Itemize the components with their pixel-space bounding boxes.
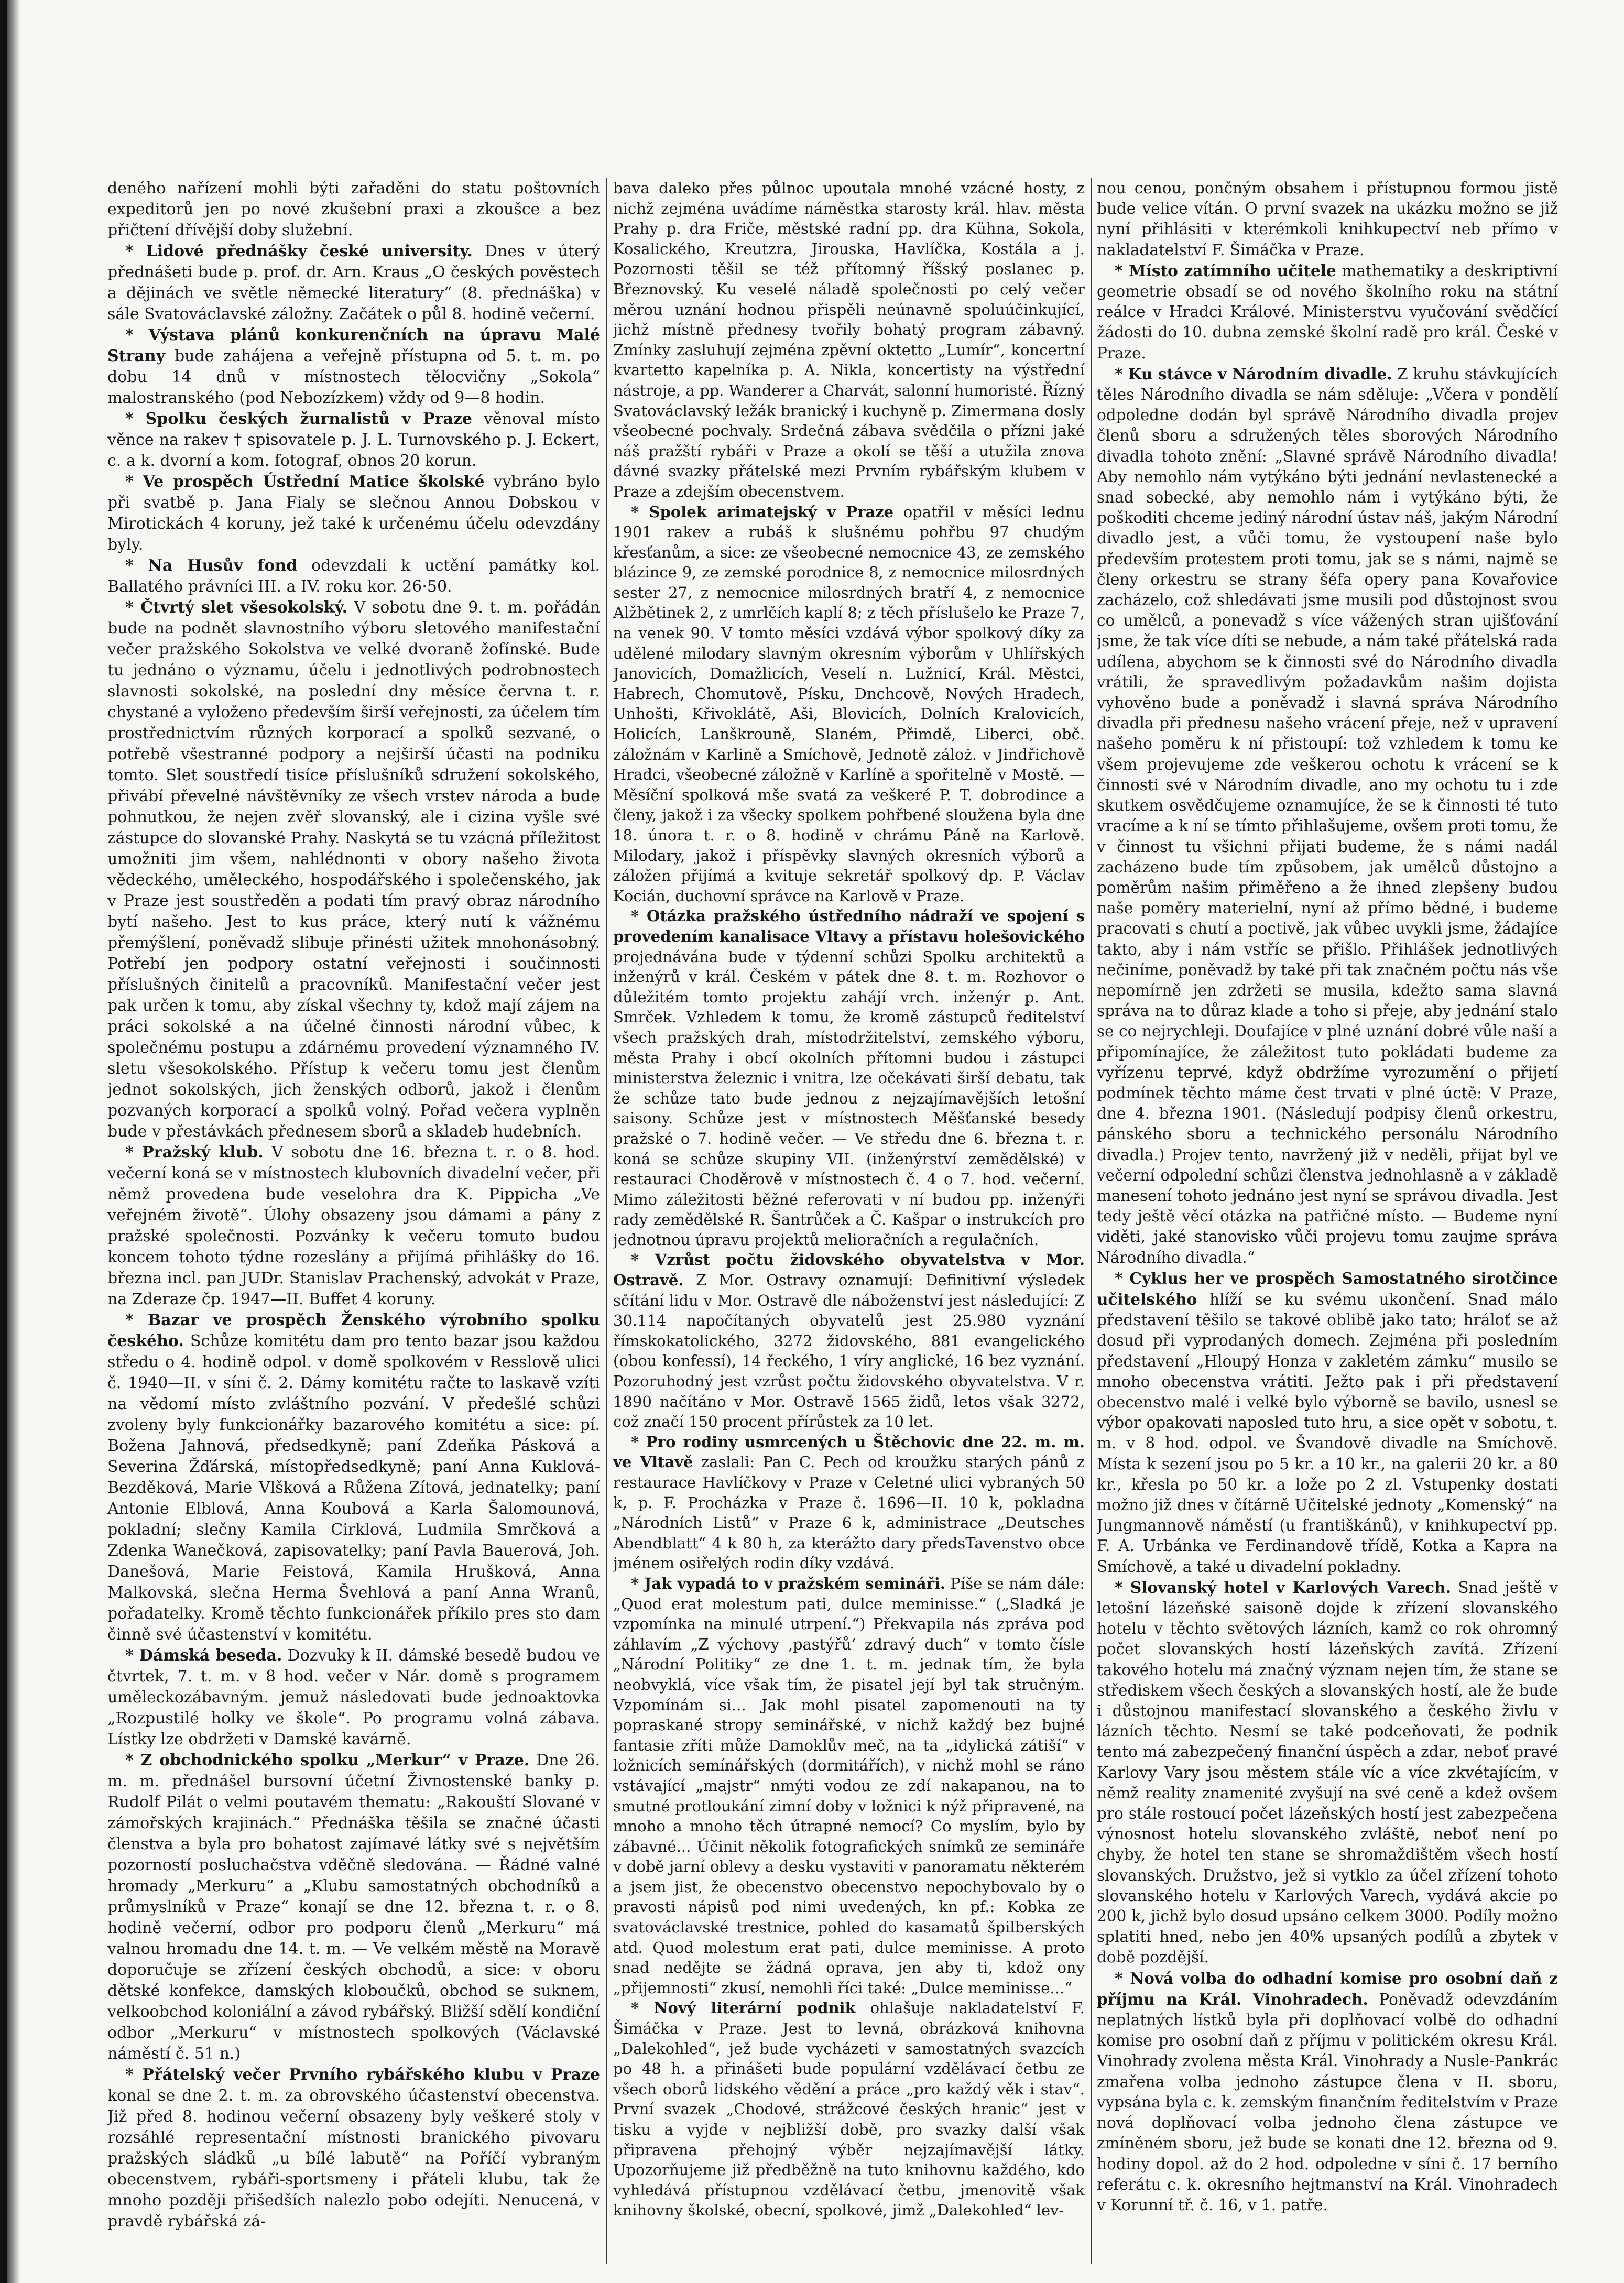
news-text: deného nařízení mohli býti zařaděni do statu poštovních expeditorů jen po nové zkušební praxi a zkoušce a bez přičtení dřívější doby služební. <box>107 179 600 239</box>
news-text: odevzdali k uctění památky kol. Ballatého právníci III. a IV. roku kor. 26·50. <box>107 556 600 596</box>
news-paragraph <box>107 1645 600 1750</box>
column-rule <box>1091 178 1092 2264</box>
news-heading: * Cyklus her ve prospěch Samostatného sirotčince učitelského <box>1097 1269 1558 1308</box>
news-paragraph <box>613 906 1085 1250</box>
news-heading: * Ve prospěch Ústřední Matice školské <box>125 473 485 491</box>
news-paragraph <box>107 325 600 409</box>
news-paragraph <box>613 1998 1085 2221</box>
news-text: věnoval místo věnce na rakev † spisovatele p. J. L. Turnovského p. J. Eckert, c. a k. dvorní a kom. fotograf, obnos 20 korun. <box>107 410 600 470</box>
news-paragraph <box>613 1574 1085 1998</box>
news-text: nou cenou, pončným obsahem i přístupnou formou jistě bude velice vítán. O první svazek na ukázku možno se již nyní přihlásiti v kterémkoli knihkupectví neb přímo v nakladatelství F. Šimáčka v Praze. <box>1097 179 1558 259</box>
news-text: mathematiky a deskriptivní geometrie obsadí se od nového školního roku na státní reálce v Hradci Králové. Ministerstvu vyučování svědčící žádosti do 10. dubna zemské školní radě pro král. České v Praze. <box>1097 261 1558 362</box>
news-paragraph <box>1097 178 1558 260</box>
news-paragraph <box>1097 260 1558 364</box>
news-heading: * Čtvrtý slet všesokolský. <box>125 598 348 617</box>
news-heading: * Místo zatímního učitele <box>1115 261 1336 280</box>
news-text: Píše se nám dále: „Quod erat molestum pati, dulce meminisse.“ („Sladká je vzpomínka na minulé utrpení.“) Překvapila nás zpráva pod záhlavím „Z výchovy ‚pastýřů‘ zdravý duch“ v tomto čísle „Národní Politiky“ ze dne 1. t. m. jednak tím, že byla neobvyklá, více však tím, že pisatel její byl tak stručným. Vzpomínám si... Jak mohl pisatel zapomenouti na ty popraskané stropy seminářské, v nichž každý bez bujné fantasie zříti může Damoklův meč, na ta „idylická zátiší“ v ložnicích semínářských (dormitářích), v nichž mohl se ráno vstávající „majstr“ nmýti vodou ze zdí nakapanou, na to smutné protloukání zimní doby v ložnici k nýž připravené, na mnoho a mnoho těch útrapné nemocí? Co myslím, bylo by zábavné... Účinit několik fotografických snímků ze semináře v době jarní oblevy a desku vystaviti v panoramatu některém a jsem jist, že obecenstvo obecenstvo nepochybovalo by o pravosti nápisů pod nimi uvedených, kn pf.: Kobka ze svatováclavské trestnice, pohled do kasamatů špilberských atd. Quod molestum erat pati, dulce meminisse. A proto snad nedějte se žádná oprava, jen aby ti, kdož ony „přijemnosti“ zkusí, nemohli říci také: „Dulce meminisse...“ <box>613 1574 1085 1997</box>
news-text: Z kruhu stávkujících těles Národního divadla se nám sděluje: „Včera v pondělí odpoledne dodán byl správě Národního divadla projev členů sboru a sdružených těles sborových Národního divadla tohoto znění: „Slavné správě Národního divadla! Aby nemohlo nám vytýkáno býti jednání nevlastenecké a snad sobecké, aby nemohlo nám i vytýkáno býti, že poškoditi chceme jediný národní ústav náš, jakým Národní divadlo jest, a vůči tomu, že vystoupení naše bylo především protestem proti tomu, jak se s námi, najmě se členy orkestru se strany šéfa opery pana Kovařovice zacházelo, což shledávati jsme musili pod důstojnost svou co umělců, a ponevadž s více vážených stran ujišťování jsme, že tak více díti se nebude, a nám také přátelská rada udílena, abychom se k činnosti své do Národního divadla vrátili, že spravedlivým požadavkům našim dojista vyhověno bude a poněvadž i slavná správa Národního divadla při přednesu našeho vrácení přeje, než v upravení našeho poměru k ní přistoupí: tož vzhledem k tomu ke všem projevujeme zde veškerou ochotu k vrácení se k činnosti své v Národním divadle, ano my ochotu tu i zde skutkem osvědčujeme oznamujíce, že se k činnosti té tuto vracíme a k ní se tímto přihlašujeme, ovšem proti tomu, že v činnost tu všichni přijati budeme, že s námi nadál zacházeno bude tím způsobem, jak umělců důstojno a poměrům našim přiměřeno a že ihned zlepšeny budou naše poměry materielní, nyní až přímo bědné, i budeme pracovati s chutí a poctivě, jak vůbec uvykli jsme, žádajíce takto, aby i nám vstříc se přišlo. Přihlášek jednotlivých nečiníme, poněvadž by také při tak značném počtu nás vše nepomírně jen zdržeti se musila, kdežto sama slavná správa na to důraz klade a toho si přeje, aby jednání stalo se co nejrychleji. Doufajíce v plné uznání dobré vůle naší a připomínajíce, že záležitost tuto pokládati budeme za vyřízenu teprvé, když obdržíme vyrozumění o přijetí podmínek těchto máme čest trvati v plné úctě: V Praze, dne 4. března 1901. (Následují podpisy členů orkestru, pánského sboru a technického personálu Národního divadla.) Projev tento, navržený již v neděli, přijat byl ve večerní odpolední schůzi členstva jednohlasně a v základě manesení tohoto jednáno jest nyní se správou divadla. Jest tedy ještě věcí otázka na patřičné místo. — Budeme nyní viděti, jaké stanovisko vůči projevu tomu zaujme správa Národního divadla.“ <box>1097 365 1558 1266</box>
news-heading: * Nový literární podnik <box>631 1999 856 2017</box>
news-text: bava daleko přes půlnoc upoutala mnohé vzácné hosty, z nichž zejména uvádíme náměstka starosty král. hlav. města Prahy p. dra Friče, městské radní pp. dra Kühna, Sokola, Kosalického, Kreutzra, Jirouska, Havlíčka, Kostála a j. Pozornosti těšil se též přítomný říšský poslanec p. Březnovský. Ku veselé náladě společnosti po celý večer měrou uznání hodnou přispěli neúnavně spoluúčinkující, jichž místně přednesy tvořily bohatý program zábavný. Zmínky zasluhují zejména zpěvní oktetto „Lumír“, koncertní kvartetto kapelníka p. A. Nikla, koncertisty na výstřední nástroje, a pp. Wanderer a Charvát, salonní humoristé. Řízný Svatováclavský ležák branický i kuchyně p. Zimermana dosly všeobecné pochvaly. Srdečná zábava svědčila o přízni jaké náš pražští rybáři v Praze a okolí se těší a utužila znova dávné svazky přátelské mezi Prvním rybářským klubem v Praze a zdejším obecenstvem. <box>613 179 1085 500</box>
news-heading: * Pražský klub. <box>125 1143 264 1162</box>
news-paragraph <box>107 2064 600 2232</box>
news-paragraph <box>1097 1968 1558 2215</box>
news-heading: * Pro rodiny usmrcených u Štěchovic dne 22. m. m. ve Vltavě <box>613 1433 1085 1471</box>
news-text: projednávána bude v týdenní schůzi Spolku architektů a inženýrů v král. Českém v pátek dne 8. t. m. Rozhovor o důležitém tomto projektu zahájí vrch. inženýr p. Ant. Smrček. Vzhledem k tomu, že kromě zástupců ředitelství všech pražských drah, místodržitelství, zemského výboru, města Prahy i obcí okolních přítomni budou i zástupci ministerstva železnic i vnitra, lze očekávati širší debatu, tak že schůze tato bude jednou z nejzajímavějších letošní saisony. Schůze jest v místnostech Měšťanské besedy pražské o 7. hodině večer. — Ve středu dne 6. března t. r. koná se schůze skupiny VII. (inženýrství zemědělské) v restauraci Choděrově v místnostech č. 4 o 7. hod. večerní. Mimo záležitosti běžné referovati v ní budou pp. inženýři rady zemědělské R. Šantrůček a Č. Kašpar o instrukcích pro jednotnou úpravu projektů melioračních a regulačních. <box>613 947 1085 1249</box>
news-paragraph <box>107 409 600 472</box>
text-column-1 <box>107 178 600 2264</box>
news-heading: * Spolek arimatejský v Praze <box>631 503 894 521</box>
news-heading: * Nová volba do odhadní komise pro osobní daň z příjmu na Král. Vinohradech. <box>1097 1969 1558 2008</box>
news-text: konal se dne 2. t. m. za obrovského účastenství obecenstva. Již před 8. hodinou večerní obsazeny byly veškeré stoly v rozsáhlé representační místnosti branického pivovaru pražských sládků „u bílé labutě“ na Poříčí vybraným obecenstvem, rybáři-sportsmeny i přáteli klubu, tak že mnoho později přišedších nalezlo pobo odejíti. Nenucená, v pravdě rybářská zá- <box>107 2087 600 2231</box>
news-text: Dozvuky k II. dámské besedě budou ve čtvrtek, 7. t. m. v 8 hod. večer v Nár. domě s programem uměleckozábavným. jemuž následovati bude jednoaktovka „Rozpustilé holky ve škole“. Po programu volná zábava. Lístky lze obdržeti v Damské kavárně. <box>107 1646 600 1749</box>
news-paragraph <box>1097 1577 1558 1968</box>
news-paragraph <box>107 241 600 325</box>
news-heading: * Lidové přednášky české university. <box>125 242 473 260</box>
news-paragraph <box>613 1250 1085 1432</box>
news-heading: * Přátelský večer Prvního rybářského klubu v Praze <box>125 2066 600 2084</box>
news-heading: * Výstava plánů konkurenčních na úpravu Malé Strany <box>107 326 600 365</box>
news-paragraph <box>613 178 1085 502</box>
news-heading: * Ku stávce v Národním divadle. <box>1115 364 1392 383</box>
news-text: V sobotu dne 16. března t. r. o 8. hod. večerní koná se v místnostech klubovních divadelní večer, při němž provedena bude veselohra dra K. Pippicha „Ve veřejném životě“. Úlohy obsazeny jsou dámami a pány z pražské společnosti. Pozvánky k večeru tomuto budou koncem tohoto týdne rozeslány a přijímá přihlášky do 16. března incl. pan JUDr. Stanislav Prachenský, advokát v Praze, na Zderaze čp. 1947—II. Buffet 4 koruny. <box>107 1143 600 1308</box>
news-heading: * Slovanský hotel v Karlových Varech. <box>1115 1578 1451 1597</box>
news-paragraph <box>1097 1268 1558 1577</box>
column-rule <box>606 178 607 2264</box>
news-heading: * Jak vypadá to v pražském semináři. <box>631 1574 945 1592</box>
news-text: Z Mor. Ostravy oznamují: Definitivní výsledek sčítání lidu v Mor. Ostravě dle náboženství jest následující: Z 30.114 napočítaných obyvatelů jest 25.980 vyznání římskokatolického, 3272 židovského, 881 evangelického (obou konfessí), 14 řeckého, 1 víry anglické, 16 bez vyznání. Pozoruhodný jest vzrůst počtu židovského obyvatelstva. V r. 1890 načítáno v Mor. Ostravě 1565 židů, letos však 3272, což značí 150 procent přírůstek za 10 let. <box>613 1271 1085 1431</box>
news-heading: * Vzrůst počtu židovského obyvatelstva v Mor. Ostravě. <box>613 1251 1085 1290</box>
news-paragraph <box>107 472 600 555</box>
news-paragraph <box>107 1142 600 1310</box>
text-column-2 <box>613 178 1085 2264</box>
news-heading: * Dámská beseda. <box>125 1646 282 1665</box>
news-text: Poněvadž odevzdáním neplatných lístků byla při doplňovací volbě do odhadní komise pro osobní daň z příjmu v politickém okresu Král. Vinohrady zvolena města Král. Vinohrady a Nusle-Pankrác zmařena volba jednoho zástupce člena v II. sboru, vypsána byla c. k. zemským finančním ředitelstvím v Praze nová doplňovací volba jednoho člena zástupce ve zmíněném sboru, jež bude se konati dne 12. března od 9. hodiny dopol. až do 2 hod. odpoledne v síni č. 17 berního referátu c. k. okresního hejtmanství na Král. Vinohradech v Korunní tř. č. 16, v 1. patře. <box>1097 1990 1558 2214</box>
news-text: Dnes v úterý přednášeti bude p. prof. dr. Arn. Kraus „O českých pověstech a dějinách ve světle německé literatury“ (8. přednáška) v sále Svatováclavské záložny. Začátek o půl 8. hodině večerní. <box>107 242 600 323</box>
text-column-3 <box>1097 178 1558 2264</box>
news-heading: * Z obchodnického spolku „Merkur“ v Praze. <box>125 1751 530 1769</box>
news-paragraph <box>613 1432 1085 1574</box>
news-paragraph <box>107 597 600 1142</box>
scan-left-edge <box>0 0 7 2283</box>
news-text: hlíží se ku svému ukončení. Snad málo představení těšilo se takové oblibě jako tato; hráloť se až dosud při vyprodaných domech. Zejména při posledním představení „Hloupý Honza v zakletém zámku“ musilo se mnoho obecenstva vrátiti. Ježto pak i při představení obecenstvo malé i velké bylo výborně se bavilo, usnesl se výbor opakovati naposled tuto hru, a sice opět v sobotu, t. m. v 8 hod. odpol. ve Švandově divadle na Smíchově. Místa k sezení jsou po 5 kr. a 10 kr., na galerii 20 kr. a 80 kr., křesla po 50 kr. a lože po 2 zl. Vstupenky dostati možno již dnes v čítárně Učitelské jednoty „Komenský“ na Jungmannově náměstí (u františkánů), v knihkupectví pp. F. A. Urbánka ve Ferdinandově třídě, Kotka a Kapra na Smíchově, a také u divadelní pokladny. <box>1097 1290 1558 1576</box>
news-text: vybráno bylo při svatbě p. Jana Fialy se slečnou Annou Dobskou v Mirotickách 4 koruny, jež také k určenému účelu odevzdány byly. <box>107 473 600 554</box>
news-paragraph <box>613 502 1085 906</box>
news-paragraph <box>107 555 600 597</box>
news-paragraph <box>107 178 600 241</box>
news-text: Dne 26. m. m. přednášel bursovní účetní Živnostenské banky p. Rudolf Pilát o velmi poutavém thematu: „Rakouští Slované v zámořských krajinách.“ Přednáška těšila se značné účasti členstva a byla pro bohatost zajímavé látky své s největším pozorností posluchačstva vděčně sledována. — Řádné valné hromady „Merkuru“ a „Klubu samostatných obchodníků a průmyslníků v Praze“ konají se dne 12. března t. r. o 8. hodině večerní, odbor pro podporu členů „Merkuru“ má valnou hromadu dne 14. t. m. — Ve velkém městě na Moravě doporučuje se zřízení českých obchodů, a sice: v oboru dětské konfekce, damských kloboučků, obchod se suknem, velkoobchod koloniální a závod rybářský. Bližší sdělí kondiční odbor „Merkuru“ v místnostech spolkových (Václavské náměstí č. 51 n.) <box>107 1751 600 2063</box>
news-text: V sobotu dne 9. t. m. pořádán bude na podnět slavnostního výboru sletového manifestační večer pražského Sokolstva ve velké dvoraně žofínské. Bude tu jednáno o významu, účelu i jednotlivých podrobnostech slavnosti sokolské, na poslední dny měsíce června t. r. chystané a vyloženo především širší veřejnosti, za účelem tím prostřednictvím různých korporací a spolků sezvané, o potřebě všestranné podpory a nejširší účasti na podniku tomto. Slet soustředí tisíce příslušníků sdružení sokolského, přivábí převelné návštěvníky ze všech vrstev národa a bude pohnutkou, že nejen zvěř slovanský, ale i cizina vyšle své zástupce do slovanské Prahy. Naskytá se tu vzácná příležitost umožniti jim všem, nahlédnonti v obory našeho života vědeckého, uměleckého, hospodářského i společenského, jak v Praze jest soustředěn a podati tím pravý obraz národního bytí našeho. Jest to kus práce, který nutí k vážnému přemýšlení, poněvadž slibuje přinésti užitek mnohonásobný. Potřebí jen podpory ostatní veřejnosti i součinnosti příslušných činitelů a pracovníků. Manifestační večer jest pak určen k tomu, aby získal všechny ty, kdož mají zájem na práci sokolské a na účelné činnosti národní vůbec, k společnému postupu a zdárnému provedení významného IV. sletu všesokolského. Přístup k večeru tomu jest členům jednot sokolských, jich ženských odborů, jakož i členům pozvaných korporací a spolků volný. Pořad večera vyplněn bude v přestávkách přednesem sborů a skladeb hudebních. <box>107 598 600 1141</box>
news-text: Snad ještě v letošní lázeňské saisoně dojde k zřízení slovanského hotelu v těchto světových lázních, kamž co rok ohromný počet slovanských hostí lázeňských zavítá. Zřízení takového hotelu má značný význam nejen tím, že stane se střediskem všech českých a slovanských hostí, ale že bude i důstojnou manifestací slovanského a českého živlu v lázních těchto. Nesmí se také podceňovati, že podnik tento má zabezpečený finanční úspěch a zdar, neboť pravé Karlovy Vary jsou městem stále víc a více zkvétajícím, v němž reality znamenité zvyšují na své ceně a kdež ovšem pro stále rostoucí počet lázeňských hostí jest zabezpečena výnosnost hotelu slovanského zvláště, neboť není po chyby, že hotel ten stane se shromaždištěm všech hostí slovanských. Družstvo, jež si vytklo za účel zřízení tohoto slovanského hotelu v Karlových Varech, vydává akcie po 200 k, jichž bylo dosud upsáno celkem 3000. Podíly možno splatiti hned, nebo jen 40% upsaných podílů a zbytek v době pozdější. <box>1097 1578 1558 1967</box>
news-text: ohlašuje nakladatelství F. Šimáčka v Praze. Jest to levná, obrázková knihovna „Dalekohled“, jež bude vycházeti v samostatných svazcích po 48 h. a přinášeti bude populární vzdělávací četbu ze všech oborů lidského vědění a práce „pro každý věk i stav“. První svazek „Chodové, strážcové českých hranic“ jest v tisku a vyjde v nejbližší době, pro svazky další však připravena přehojný výběr nejzajímavější látky. Upozorňujeme již předběžně na tuto knihovnu každého, kdo vyhledává přístupnou vzdělávací četbu, jmenovitě však knihovny školské, obecní, spolkové, jimž „Dalekohled“ lev- <box>613 1999 1085 2220</box>
news-text: opatřil v měsíci lednu 1901 rakev a rubáš k slušnému pohřbu 97 chudým křesťanům, a sice: ze všeobecné nemocnice 43, ze zemského blázince 9, ze zemské porodnice 8, z nemocnice milosrdných sester 27, z nemocnice milosrdných bratří 4, z nemocnice Alžbětinek 2, z umrlčích kaplí 8; z těch příslušelo ke Praze 7, na venek 90. V tomto měsíci vzdává výbor spolkový díky za udělené milodary slavným okresním výborům v Uhlířských Janovicích, Domažlicích, Veselí n. Lužnicí, Král. Městci, Habrech, Chomutově, Písku, Dnchcově, Nových Hradech, Unhošti, Křivoklátě, Aši, Blovicích, Dolních Kralovicích, Holicích, Lanškrouně, Slaném, Přimdě, Liberci, obč. záložnám v Karlině a Smíchově, Jednotě záloż. v Jindřichově Hradci, všeobecné záložně v Karlíně a spořitelně v Mostě. — Měsíční spolková mše svatá za veškeré P. T. dobrodince a členy, jakož i za všecky spolkem pohřbené sloužena byla dne 18. února t. r. o 8. hodině v chrámu Páně na Karlově. Milodary, jakož i příspěvky slavných okresních výborů a záložen přijímá a kvituje sekretář spolkový dp. P. Václav Kocián, duchovní správce na Karlově v Praze. <box>613 503 1085 905</box>
news-text: zaslali: Pan C. Pech od kroužku starých pánů z restaurace Havlíčkovy v Praze v Celetné ulici vybraných 50 k, p. F. Procházka v Praze č. 1696—II. 10 k, pokladna „Národních Listů“ v Praze 6 k, administrace „Deutsches Abendblatt“ 4 k 80 h, za kterážto dary předsTavenstvo obce jménem osiřelých rodin díky vzdává. <box>613 1453 1085 1572</box>
news-paragraph <box>107 1310 600 1645</box>
news-heading: * Bazar ve prospěch Ženského výrobního spolku českého. <box>107 1311 600 1350</box>
news-text: Schůze komitétu dam pro tento bazar jsou každou středu o 4. hodině odpol. v domě spolkovém v Resslově ulici č. 1940—II. v síni č. 2. Dámy komitétu račte to laskavě vzíti na vědomí místo zvláštního pozvání. V předešlé schůzi zvoleny byly funkcionářky bazarového komitétu a sice: pí. Božena Jahnová, předsedkyně; paní Zdeňka Pásková a Severina Žďárská, místopředsedkyně; paní Anna Kuklová-Bezděková, Marie Vlšková a Růžena Zítová, jednatelky; paní Antonie Elblová, Anna Koubová a Karla Šalomounová, pokladní; slečny Kamila Cirklová, Ludmila Smrčková a Zdenka Wanečková, zapisovatelky; paní Pavla Bauerová, Joh. Danešová, Marie Feistová, Kamila Hrušková, Anna Malkovská, slečna Herma Švehlová a paní Anna Wranů, pořadatelky. Kromě těchto funkcionářek příkilo pres sto dam činně své účastenství v komitétu. <box>107 1332 600 1644</box>
news-paragraph <box>107 1750 600 2064</box>
scan-page-rim <box>7 0 20 2283</box>
news-heading: * Otázka pražského ústředního nádraží ve spojení s provedením kanalisace Vltavy a přístavu holešovického <box>613 907 1085 945</box>
news-heading: * Spolku českých žurnalistů v Praze <box>125 410 472 428</box>
news-paragraph <box>1097 364 1558 1268</box>
news-text: bude zahájena a veřejně přístupna od 5. t. m. po dobu 14 dnů v místnostech tělocvičny „Sokola“ malostranského (pod Nebozízkem) vždy od 9—8 hodin. <box>107 347 600 407</box>
news-heading: * Na Husův fond <box>125 556 298 575</box>
